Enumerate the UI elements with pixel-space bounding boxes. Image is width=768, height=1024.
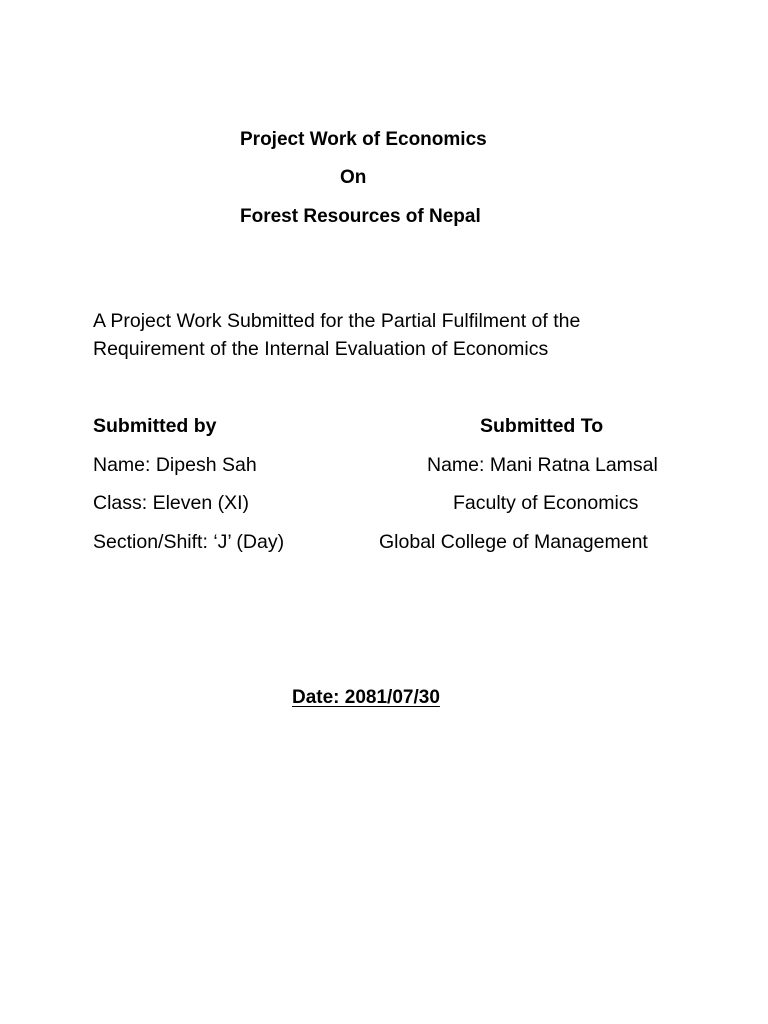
submitted-to-heading: Submitted To (480, 415, 604, 437)
submitted-by-name: Name: Dipesh Sah (93, 454, 257, 476)
title-line-1: Project Work of Economics (240, 129, 487, 150)
submitted-to-college: Global College of Management (379, 531, 648, 553)
title-line-3: Forest Resources of Nepal (240, 206, 481, 227)
purpose-line-1: A Project Work Submitted for the Partial Fulfilment of the (93, 310, 581, 332)
submission-date: Date: 2081/07/30 (292, 687, 440, 708)
submitted-by-section: Section/Shift: ‘J’ (Day) (93, 531, 285, 553)
submitted-to-name: Name: Mani Ratna Lamsal (427, 454, 658, 476)
title-line-2: On (340, 167, 367, 188)
submitted-by-class: Class: Eleven (XI) (93, 492, 250, 514)
purpose-line-2: Requirement of the Internal Evaluation of Economics (93, 338, 549, 360)
submitted-to-faculty: Faculty of Economics (453, 492, 639, 514)
submitted-by-heading: Submitted by (93, 415, 217, 437)
